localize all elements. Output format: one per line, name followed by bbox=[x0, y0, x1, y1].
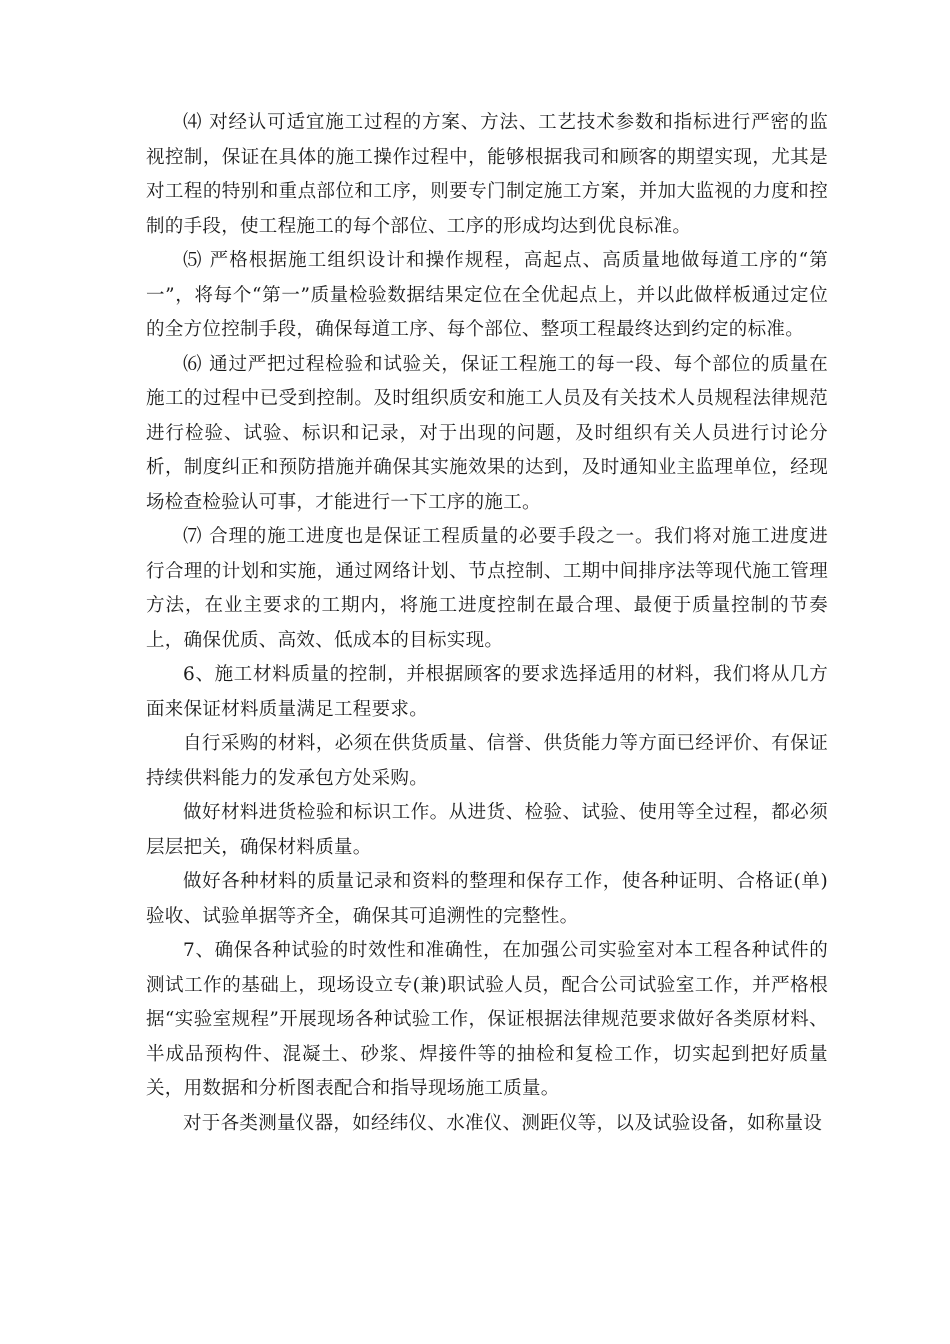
paragraph-5-first-process-standard: ⑸ 严格根据施工组织设计和操作规程，高起点、高质量地做每道工序的“第一”，将每个“第一”质量检验数据结果定位在全优起点上，并以此做样板通过定位的全方位控制手段，确保每道工序、每个部位、整项工程最终达到约定的标准。 bbox=[146, 250, 828, 340]
paragraph-testing-timeliness: 7、确保各种试验的时效性和准确性，在加强公司实验室对本工程各种试件的测试工作的基础上，现场设立专(兼)职试验人员，配合公司试验室工作，并严格根据“实验室规程”开展现场各种试验工作，保证根据法律规范要求做好各类原材料、半成品预构件、混凝土、砂浆、焊接件等的抽检和复检工作，切实起到把好质量关，用数据和分析图表配合和指导现场施工质量。 bbox=[146, 940, 828, 1099]
paragraph-4-monitoring-control: ⑷ 对经认可适宜施工过程的方案、方法、工艺技术参数和指标进行严密的监视控制，保证在具体的施工操作过程中，能够根据我司和顾客的期望实现，尤其是对工程的特别和重点部位和工序，则要专门制定施工方案，并加大监视的力度和控制的手段，使工程施工的每个部位、工序的形成均达到优良标准。 bbox=[146, 112, 828, 237]
paragraph-incoming-inspection: 做好材料进货检验和标识工作。从进货、检验、试验、使用等全过程，都必须层层把关，确保材料质量。 bbox=[146, 802, 828, 858]
paragraph-6-inspection-testing: ⑹ 通过严把过程检验和试验关，保证工程施工的每一段、每个部位的质量在施工的过程中已受到控制。及时组织质安和施工人员及有关技术人员规程法律规范进行检验、试验、标识和记录，对于出现的问题，及时组织有关人员进行讨论分析，制度纠正和预防措施并确保其实施效果的达到，及时通知业主监理单位，经现场检查检验认可事，才能进行一下工序的施工。 bbox=[146, 353, 828, 513]
paragraph-measuring-instruments: 对于各类测量仪器，如经纬仪、水准仪、测距仪等，以及试验设备，如称量设 bbox=[183, 1112, 823, 1134]
paragraph-7-construction-schedule: ⑺ 合理的施工进度也是保证工程质量的必要手段之一。我们将对施工进度进行合理的计划和实施，通过网络计划、节点控制、工期中间排序法等现代施工管理方法，在业主要求的工期内，将施工进度控制在最合理、最便于质量控制的节奏上，确保优质、高效、低成本的目标实现。 bbox=[146, 526, 828, 651]
paragraph-quality-records: 做好各种材料的质量记录和资料的整理和保存工作，使各种证明、合格证(单)验收、试验单据等齐全，确保其可追溯性的完整性。 bbox=[146, 871, 828, 927]
document-page bbox=[146, 106, 828, 1141]
paragraph-self-procured-materials: 自行采购的材料，必须在供货质量、信誉、供货能力等方面已经评价、有保证持续供料能力的发承包方处采购。 bbox=[146, 733, 828, 789]
paragraph-material-quality-control: 6、施工材料质量的控制，并根据顾客的要求选择适用的材料，我们将从几方面来保证材料质量满足工程要求。 bbox=[146, 664, 828, 720]
